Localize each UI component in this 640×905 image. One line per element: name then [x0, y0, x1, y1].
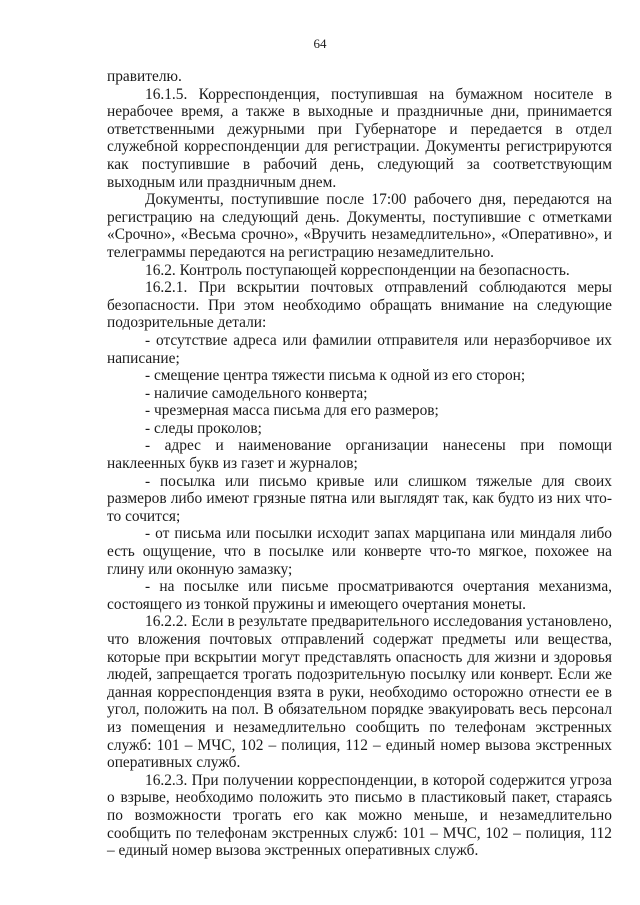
- paragraph: 16.2.1. При вскрытии почтовых отправлений соблюдаются меры безопасности. При этом необходимо обращать внимание на следующие подозрительные детали:: [107, 279, 612, 332]
- paragraph: 16.1.5. Корреспонденция, поступившая на бумажном носителе в нерабочее время, а также в выходные и праздничные дни, принимается ответственными дежурными при Губернаторе и передается в отдел служебной корреспонденции для регистрации. Документы регистрируются как поступившие в рабочий день, следующий за соответствующим выходным или праздничным днем.: [107, 85, 612, 191]
- list-item: - смещение центра тяжести письма к одной из его сторон;: [145, 367, 526, 385]
- list-item: - отсутствие адреса или фамилии отправителя или неразборчивое их написание;: [107, 331, 612, 367]
- list-item: - посылка или письмо кривые или слишком тяжелые для своих размеров либо имеют грязные пятна или выглядят так, как будто из них что-то сочится;: [107, 472, 612, 525]
- paragraph: 16.2.2. Если в результате предварительного исследования установлено, что вложения почтовых отправлений содержат предметы или вещества, которые при вскрытии могут представлять опасность для жизни и здоровья людей, запрещается трогать подозрительную посылку или конверт. Если же данная корреспонденция взята в руки, необходимо осторожно отнести ее в угол, положить на пол. В обязательном порядке эвакуировать весь персонал из помещения и незамедлительно сообщить по телефонам экстренных служб: 101 – МЧС, 102 – полиция, 112 – единый номер вызова экстренных оперативных служб.: [107, 613, 612, 772]
- list-item: - следы проколов;: [145, 419, 262, 437]
- paragraph: 16.2. Контроль поступающей корреспонденции на безопасность.: [145, 261, 570, 279]
- list-item: - чрезмерная масса письма для его размеров;: [145, 402, 439, 420]
- list-item: - от письма или посылки исходит запах марципана или миндаля либо есть ощущение, что в посылке или конверте что-то мягкое, похожее на глину или оконную замазку;: [107, 525, 612, 578]
- list-item: - на посылке или письме просматриваются очертания механизма, состоящего из тонкой пружины и имеющего очертания монеты.: [107, 578, 612, 613]
- paragraph: Документы, поступившие после 17:00 рабочего дня, передаются на регистрацию на следующий день. Документы, поступившие с отметками «Срочно», «Весьма срочно», «Вручить незамедлительно», «Оперативно», и телеграммы передаются на регистрацию незамедлительно.: [107, 191, 612, 261]
- document-body: [107, 68, 612, 860]
- page-number: 64: [313, 36, 327, 51]
- paragraph: 16.2.3. При получении корреспонденции, в которой содержится угроза о взрыве, необходимо положить это письмо в пластиковый пакет, стараясь по возможности трогать его как можно меньше, и незамедлительно сообщить по телефонам экстренных служб: 101 – МЧС, 102 – полиция, 112 – единый номер вызова экстренных оперативных служб.: [107, 771, 612, 860]
- list-item: - адрес и наименование организации нанесены при помощи наклеенных букв из газет и журналов;: [107, 437, 612, 473]
- list-item: - наличие самодельного конверта;: [145, 384, 368, 402]
- paragraph: правителю.: [107, 68, 182, 85]
